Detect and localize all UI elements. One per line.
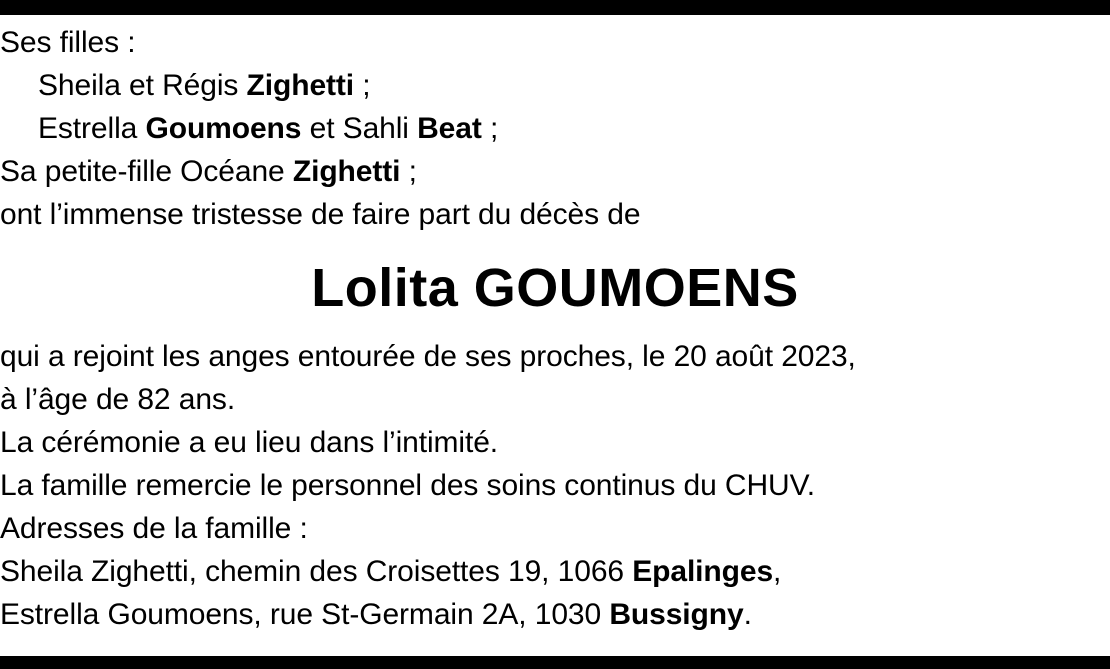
emphasis-text: Bussigny <box>609 598 744 631</box>
plain-text: Adresses de la famille : <box>0 512 308 545</box>
plain-text: , <box>773 555 782 588</box>
details-line <box>0 550 1110 593</box>
emphasis-text: Beat <box>417 112 482 145</box>
intro-line <box>0 150 1110 193</box>
plain-text: Ses filles : <box>0 26 136 59</box>
details-line <box>0 593 1110 636</box>
details-line <box>0 507 1110 550</box>
plain-text: . <box>743 598 752 631</box>
plain-text: ont l’immense tristesse de faire part du décès de <box>0 198 641 231</box>
plain-text: ; <box>400 155 417 188</box>
top-rule-divider <box>0 0 1110 15</box>
intro-line <box>0 193 1110 236</box>
plain-text: ; <box>481 112 499 145</box>
intro-block <box>0 21 1110 236</box>
plain-text: qui a rejoint les anges entourée de ses proches, le 20 août 2023, <box>0 340 856 373</box>
bottom-rule-divider <box>0 656 1110 669</box>
plain-text: La cérémonie a eu lieu dans l’intimité. <box>0 426 499 459</box>
emphasis-text: Zighetti <box>246 69 355 102</box>
plain-text: La famille remercie le personnel des soins continus du CHUV. <box>0 469 815 502</box>
details-line <box>0 464 1110 507</box>
emphasis-text: Goumoens <box>145 112 302 145</box>
intro-line <box>0 21 1110 64</box>
plain-text: Estrella <box>38 112 146 145</box>
emphasis-text: Zighetti <box>292 155 401 188</box>
details-line <box>0 378 1110 421</box>
deceased-name: Lolita GOUMOENS <box>311 258 799 318</box>
intro-line <box>0 107 1110 150</box>
plain-text: Sheila Zighetti, chemin des Croisettes 19, 1066 <box>0 555 633 588</box>
details-block <box>0 335 1110 636</box>
details-line <box>0 335 1110 378</box>
emphasis-text: Epalinges <box>632 555 774 588</box>
notice-body <box>0 15 1110 656</box>
plain-text: Estrella Goumoens, rue St-Germain 2A, 1030 <box>0 598 610 631</box>
plain-text: à l’âge de 82 ans. <box>0 383 236 416</box>
intro-line <box>0 64 1110 107</box>
plain-text: Sa petite-fille Océane <box>0 155 293 188</box>
plain-text: Sheila et Régis <box>38 69 247 102</box>
details-line <box>0 421 1110 464</box>
plain-text: et Sahli <box>301 112 418 145</box>
plain-text: ; <box>354 69 371 102</box>
